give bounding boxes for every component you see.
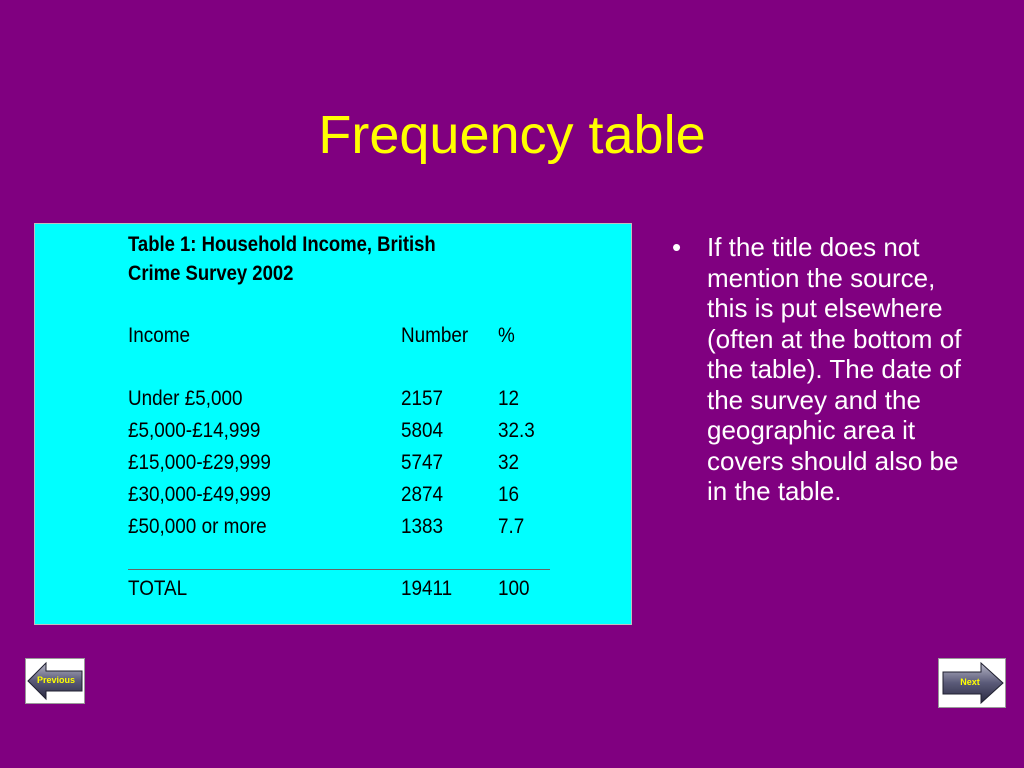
table-row-percent: 7.7 (498, 515, 525, 538)
table-row-percent: 16 (498, 483, 520, 506)
table-row-income: £5,000-£14,999 (128, 419, 261, 442)
next-button[interactable] (938, 658, 1006, 708)
income-table-panel (34, 223, 632, 625)
bullet-marker: • (672, 232, 682, 262)
table-row-percent: 32 (498, 451, 520, 474)
table-row-number: 5804 (401, 419, 444, 442)
table-row-number: 2157 (401, 387, 444, 410)
table-row-number: 2874 (401, 483, 444, 506)
table-caption: Table 1: Household Income, British Crime Survey 2002 (128, 233, 436, 285)
table-header-percent: % (498, 324, 515, 347)
previous-button-label: Previous (36, 675, 76, 685)
previous-button[interactable] (25, 658, 85, 704)
table-header-number: Number (401, 324, 469, 347)
table-total-number: 19411 (401, 577, 453, 600)
table-row-income: £50,000 or more (128, 515, 267, 538)
table-row-percent: 32.3 (498, 419, 535, 442)
table-divider (128, 569, 550, 570)
table-total-income: TOTAL (128, 577, 188, 600)
next-button-label: Next (960, 677, 980, 687)
table-row-income: Under £5,000 (128, 387, 243, 410)
slide-title: Frequency table (318, 105, 706, 165)
table-row-number: 1383 (401, 515, 444, 538)
table-row-income: £15,000-£29,999 (128, 451, 271, 474)
table-row-percent: 12 (498, 387, 520, 410)
table-row-income: £30,000-£49,999 (128, 483, 271, 506)
table-header-income: Income (128, 324, 190, 347)
bullet-text: If the title does not mention the source, this is put elsewhere (often at the bottom of the table). The date of the survey and the geographic area it covers should also be in the table. (707, 232, 962, 506)
table-total-percent: 100 (498, 577, 530, 600)
table-row-number: 5747 (401, 451, 444, 474)
